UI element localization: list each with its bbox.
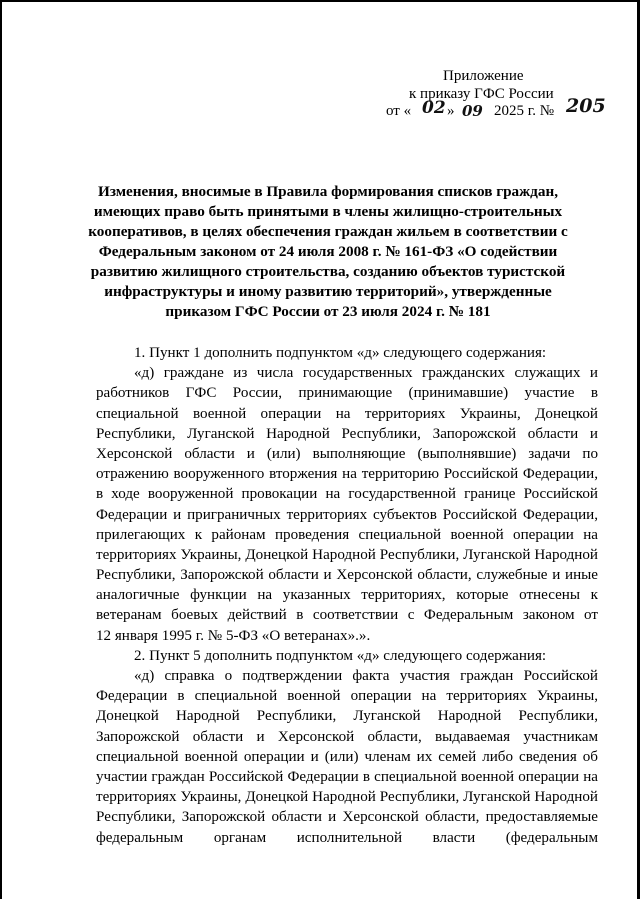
title-line: кооперативов, в целях обеспечения граждан жильем в соответствии с <box>88 223 568 240</box>
title-line: развитию жилищного строительства, созданию объектов туристской <box>90 263 566 280</box>
body-line: ветеранам боевых действий в соответствии с Федеральным законом от <box>96 607 598 624</box>
year-and-number-label: 2025 г. № <box>494 103 555 119</box>
body-line: Запорожской области и Херсонской области, выдаваемая участникам <box>96 728 598 745</box>
body-line: Донецкой Народной Республики, Луганской Народной Республики, <box>96 708 598 725</box>
body-line: работников ГФС России, принимающие (принимавшие) участие в <box>96 385 598 402</box>
title-line: Федеральным законом от 24 июля 2008 г. № 161-ФЗ «О содействии <box>98 243 558 260</box>
title-line: имеющих право быть принятыми в члены жилищно-строительных <box>93 203 563 220</box>
handwritten-day: 02 <box>422 98 446 118</box>
body-line: аналогичные функции на указанных территориях, которые отнесены к <box>96 587 598 604</box>
appendix-header <box>380 68 630 123</box>
order-reference: к приказу ГФС России <box>409 85 554 102</box>
document-body <box>96 343 598 848</box>
appendix-label: Приложение <box>443 68 524 84</box>
body-line: специальной военной операции на территориях Украины, Донецкой <box>96 405 598 422</box>
body-line: федеральным органам исполнительной власти (федеральным <box>96 829 598 846</box>
body-line: специальной военной операции и (или) членам их семей либо сведения об <box>96 748 598 765</box>
body-line: Федерации и приграничных территориях субъектов Российской Федерации, <box>96 506 598 523</box>
scan-edge-top <box>0 0 640 2</box>
body-line: Херсонской области и (или) выполняющие (выполнявшие) задачи по <box>96 445 598 462</box>
body-line: территориях Украины, Донецкой Народной Республики, Луганской Народной <box>96 546 598 563</box>
body-line: отражению вооруженного вторжения на территорию Российской Федерации, <box>96 466 598 483</box>
body-line: участии граждан Российской Федерации в специальной военной операции на <box>96 768 598 785</box>
body-line: Республики, Луганской Народной Республики, Запорожской области и <box>96 425 598 442</box>
body-line: территориях Украины, Донецкой Народной Республики, Луганской Народной <box>96 789 598 806</box>
body-line: Республики, Запорожской области и Херсонской области, предоставляемые <box>96 809 598 826</box>
title-line: Изменения, вносимые в Правила формирования списков граждан, <box>98 183 558 200</box>
scan-edge-left <box>0 0 2 899</box>
handwritten-order-number: 205 <box>566 95 606 117</box>
title-line: приказом ГФС России от 23 июля 2024 г. № 181 <box>165 303 491 320</box>
body-line: 1. Пункт 1 дополнить подпунктом «д» следующего содержания: <box>134 345 547 361</box>
order-date-line <box>380 95 630 123</box>
document-title <box>88 182 568 322</box>
date-prefix: от « <box>386 103 412 119</box>
body-line: Федерации в специальной военной операции на территориях Украины, <box>96 688 598 705</box>
body-line: 2. Пункт 5 дополнить подпунктом «д» следующего содержания: <box>134 647 547 664</box>
body-line: в ходе вооруженной провокации на государственной границе Российской <box>96 486 598 503</box>
date-quote-close: » <box>447 103 455 119</box>
body-line: 12 января 1995 г. № 5-ФЗ «О ветеранах».». <box>96 627 371 644</box>
handwritten-month: 09 <box>462 102 483 120</box>
body-line: «д) справка о подтверждении факта участия граждан Российской <box>134 668 598 684</box>
body-line: Республики, Запорожской области и Херсонской области, служебные и иные <box>96 567 598 584</box>
title-line: инфраструктуры и иному развитию территорий», утвержденные <box>104 283 552 300</box>
body-line: «д) граждане из числа государственных гражданских служащих и <box>134 365 598 382</box>
body-line: прилегающих к районам проведения специальной военной операции на <box>96 526 598 543</box>
